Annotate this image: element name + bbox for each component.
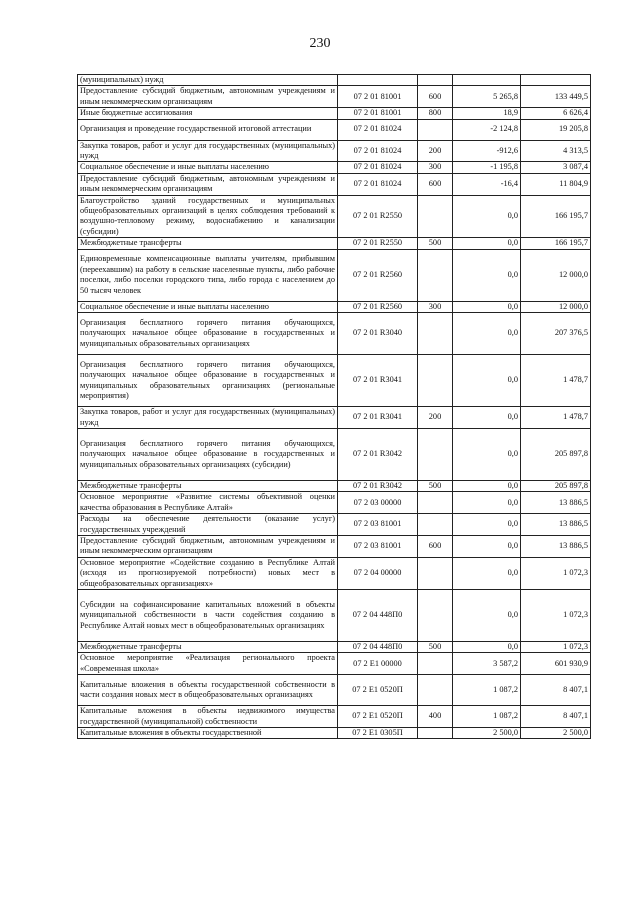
- row-name: Капитальные вложения в объекты недвижимого имущества государственной (муниципальной) собственности: [78, 706, 338, 728]
- row-expense-type: 300: [418, 301, 453, 312]
- row-expense-type: [418, 428, 453, 480]
- row-change: -1 195,8: [453, 162, 521, 173]
- row-code: 07 2 03 81001: [338, 535, 418, 557]
- row-change: 18,9: [453, 108, 521, 119]
- row-total: 8 407,1: [521, 706, 591, 728]
- row-change: 2 500,0: [453, 728, 521, 739]
- table-row: [78, 301, 591, 312]
- row-name: Межбюджетные трансферты: [78, 641, 338, 652]
- row-expense-type: [418, 675, 453, 706]
- row-change: 3 587,2: [453, 653, 521, 675]
- row-change: 1 087,2: [453, 675, 521, 706]
- row-name: Капитальные вложения в объекты государственной собственности в части создания новых мест в общеобразовательных организациях: [78, 675, 338, 706]
- table-row: [78, 108, 591, 119]
- row-expense-type: [418, 589, 453, 641]
- row-change: 0,0: [453, 428, 521, 480]
- row-code: 07 2 01 R2550: [338, 238, 418, 249]
- table-row: [78, 653, 591, 675]
- table-row: [78, 173, 591, 195]
- row-name: Организация и проведение государственной итоговой аттестации: [78, 119, 338, 140]
- row-total: 166 195,7: [521, 238, 591, 249]
- row-expense-type: 600: [418, 173, 453, 195]
- row-code: 07 2 04 448П0: [338, 641, 418, 652]
- row-total: 8 407,1: [521, 675, 591, 706]
- row-total: 3 087,4: [521, 162, 591, 173]
- row-code: [338, 75, 418, 86]
- table-row: [78, 238, 591, 249]
- row-change: 0,0: [453, 355, 521, 407]
- row-code: 07 2 04 00000: [338, 557, 418, 589]
- row-change: 0,0: [453, 195, 521, 238]
- row-name: Иные бюджетные ассигнования: [78, 108, 338, 119]
- table-row: [78, 428, 591, 480]
- row-code: 07 2 01 81024: [338, 173, 418, 195]
- row-name: Межбюджетные трансферты: [78, 238, 338, 249]
- row-change: 0,0: [453, 641, 521, 652]
- row-code: 07 2 03 81001: [338, 514, 418, 536]
- table-row: [78, 119, 591, 140]
- row-expense-type: 600: [418, 535, 453, 557]
- budget-table: [77, 74, 591, 739]
- row-expense-type: 200: [418, 140, 453, 162]
- row-code: 07 2 01 R3040: [338, 313, 418, 355]
- row-expense-type: [418, 249, 453, 301]
- row-name: Единовременные компенсационные выплаты учителям, прибывшим (переехавшим) на работу в сельские населенные пункты, либо рабочие поселки, либо поселки городского типа, либо города с населением до 50 тысяч человек: [78, 249, 338, 301]
- row-expense-type: 600: [418, 86, 453, 108]
- row-change: 5 265,8: [453, 86, 521, 108]
- row-total: 1 072,3: [521, 557, 591, 589]
- table-row: [78, 706, 591, 728]
- row-change: 0,0: [453, 589, 521, 641]
- row-expense-type: [418, 313, 453, 355]
- row-expense-type: [418, 195, 453, 238]
- row-name: Основное мероприятие «Содействие созданию в Республике Алтай (исходя из прогнозируемой потребности) новых мест в общеобразовательных организациях»: [78, 557, 338, 589]
- row-total: 2 500,0: [521, 728, 591, 739]
- row-total: 12 000,0: [521, 301, 591, 312]
- row-code: 07 2 01 R3041: [338, 407, 418, 429]
- row-name: Закупка товаров, работ и услуг для государственных (муниципальных) нужд: [78, 140, 338, 162]
- table-row: [78, 480, 591, 491]
- row-name: (муниципальных) нужд: [78, 75, 338, 86]
- row-code: 07 2 01 81001: [338, 86, 418, 108]
- row-change: 1 087,2: [453, 706, 521, 728]
- row-expense-type: 200: [418, 407, 453, 429]
- table-row: [78, 514, 591, 536]
- row-name: Предоставление субсидий бюджетным, автономным учреждениям и иным некоммерческим организациям: [78, 86, 338, 108]
- row-code: 07 2 01 R3042: [338, 480, 418, 491]
- row-expense-type: [418, 355, 453, 407]
- row-code: 07 2 03 00000: [338, 492, 418, 514]
- row-total: 601 930,9: [521, 653, 591, 675]
- row-code: 07 2 E1 00000: [338, 653, 418, 675]
- row-code: 07 2 01 81024: [338, 140, 418, 162]
- row-expense-type: [418, 728, 453, 739]
- table-row: [78, 355, 591, 407]
- row-total: 1 072,3: [521, 589, 591, 641]
- table-row: [78, 728, 591, 739]
- row-expense-type: [418, 492, 453, 514]
- row-total: 13 886,5: [521, 514, 591, 536]
- row-name: Предоставление субсидий бюджетным, автономным учреждениям и иным некоммерческим организациям: [78, 173, 338, 195]
- row-code: 07 2 01 81024: [338, 162, 418, 173]
- row-expense-type: 800: [418, 108, 453, 119]
- table-row: [78, 675, 591, 706]
- table-row: [78, 313, 591, 355]
- row-total: 1 478,7: [521, 407, 591, 429]
- row-change: 0,0: [453, 480, 521, 491]
- table-row: [78, 535, 591, 557]
- row-name: Капитальные вложения в объекты государственной: [78, 728, 338, 739]
- row-expense-type: [418, 75, 453, 86]
- row-expense-type: [418, 557, 453, 589]
- row-expense-type: 500: [418, 238, 453, 249]
- row-total: 6 626,4: [521, 108, 591, 119]
- row-name: Субсидии на софинансирование капитальных вложений в объекты муниципальной собственности в части содействия созданию в Республике Алтай новых мест в общеобразовательных организациях: [78, 589, 338, 641]
- row-name: Благоустройство зданий государственных и муниципальных общеобразовательных организаций в целях соблюдения требований к воздушно-тепловому режиму, водоснабжению и канализации (субсидии): [78, 195, 338, 238]
- row-code: 07 2 01 81001: [338, 108, 418, 119]
- row-total: 13 886,5: [521, 492, 591, 514]
- row-name: Социальное обеспечение и иные выплаты населению: [78, 301, 338, 312]
- row-expense-type: 500: [418, 641, 453, 652]
- row-change: 0,0: [453, 301, 521, 312]
- row-code: 07 2 01 R2560: [338, 301, 418, 312]
- row-total: 1 072,3: [521, 641, 591, 652]
- table-row: [78, 86, 591, 108]
- row-total: 205 897,8: [521, 428, 591, 480]
- row-change: 0,0: [453, 238, 521, 249]
- row-change: 0,0: [453, 407, 521, 429]
- row-expense-type: [418, 119, 453, 140]
- row-total: 166 195,7: [521, 195, 591, 238]
- row-total: 12 000,0: [521, 249, 591, 301]
- row-change: 0,0: [453, 249, 521, 301]
- row-name: Организация бесплатного горячего питания обучающихся, получающих начальное общее образование в государственных и муниципальных образовательных организациях (субсидии): [78, 428, 338, 480]
- row-total: 4 313,5: [521, 140, 591, 162]
- row-total: 19 205,8: [521, 119, 591, 140]
- row-expense-type: [418, 653, 453, 675]
- page-number: 230: [309, 36, 331, 51]
- row-total: 205 897,8: [521, 480, 591, 491]
- row-name: Расходы на обеспечение деятельности (оказание услуг) государственных учреждений: [78, 514, 338, 536]
- row-name: Основное мероприятие «Реализация регионального проекта «Современная школа»: [78, 653, 338, 675]
- table-row: [78, 140, 591, 162]
- row-code: 07 2 01 R3041: [338, 355, 418, 407]
- row-code: 07 2 01 R3042: [338, 428, 418, 480]
- row-expense-type: 400: [418, 706, 453, 728]
- row-name: Основное мероприятие «Развитие системы объективной оценки качества образования в Республике Алтай»: [78, 492, 338, 514]
- row-code: 07 2 E1 0520П: [338, 706, 418, 728]
- row-total: [521, 75, 591, 86]
- row-total: 207 376,5: [521, 313, 591, 355]
- row-total: 13 886,5: [521, 535, 591, 557]
- table-row: [78, 492, 591, 514]
- row-expense-type: 300: [418, 162, 453, 173]
- row-change: 0,0: [453, 313, 521, 355]
- row-code: 07 2 04 448П0: [338, 589, 418, 641]
- row-code: 07 2 E1 0520П: [338, 675, 418, 706]
- table-body: [78, 75, 591, 739]
- row-change: 0,0: [453, 492, 521, 514]
- row-expense-type: 500: [418, 480, 453, 491]
- row-total: 133 449,5: [521, 86, 591, 108]
- table-row: [78, 407, 591, 429]
- table-row: [78, 195, 591, 238]
- row-total: 1 478,7: [521, 355, 591, 407]
- row-change: 0,0: [453, 514, 521, 536]
- row-code: 07 2 01 R2550: [338, 195, 418, 238]
- row-name: Организация бесплатного горячего питания обучающихся, получающих начальное общее образование в государственных и муниципальных образовательных организациях (региональные мероприятия): [78, 355, 338, 407]
- table-row: [78, 75, 591, 86]
- row-name: Организация бесплатного горячего питания обучающихся, получающих начальное общее образование в государственных и муниципальных образовательных организациях: [78, 313, 338, 355]
- table-row: [78, 557, 591, 589]
- row-total: 11 804,9: [521, 173, 591, 195]
- table-row: [78, 162, 591, 173]
- row-change: -912,6: [453, 140, 521, 162]
- row-change: 0,0: [453, 557, 521, 589]
- row-name: Социальное обеспечение и иные выплаты населению: [78, 162, 338, 173]
- row-name: Межбюджетные трансферты: [78, 480, 338, 491]
- row-name: Закупка товаров, работ и услуг для государственных (муниципальных) нужд: [78, 407, 338, 429]
- row-code: 07 2 01 81024: [338, 119, 418, 140]
- row-change: -2 124,8: [453, 119, 521, 140]
- row-change: -16,4: [453, 173, 521, 195]
- table-row: [78, 249, 591, 301]
- row-change: 0,0: [453, 535, 521, 557]
- row-name: Предоставление субсидий бюджетным, автономным учреждениям и иным некоммерческим организациям: [78, 535, 338, 557]
- row-code: 07 2 E1 0305П: [338, 728, 418, 739]
- table-row: [78, 589, 591, 641]
- row-expense-type: [418, 514, 453, 536]
- row-code: 07 2 01 R2560: [338, 249, 418, 301]
- table-row: [78, 641, 591, 652]
- row-change: [453, 75, 521, 86]
